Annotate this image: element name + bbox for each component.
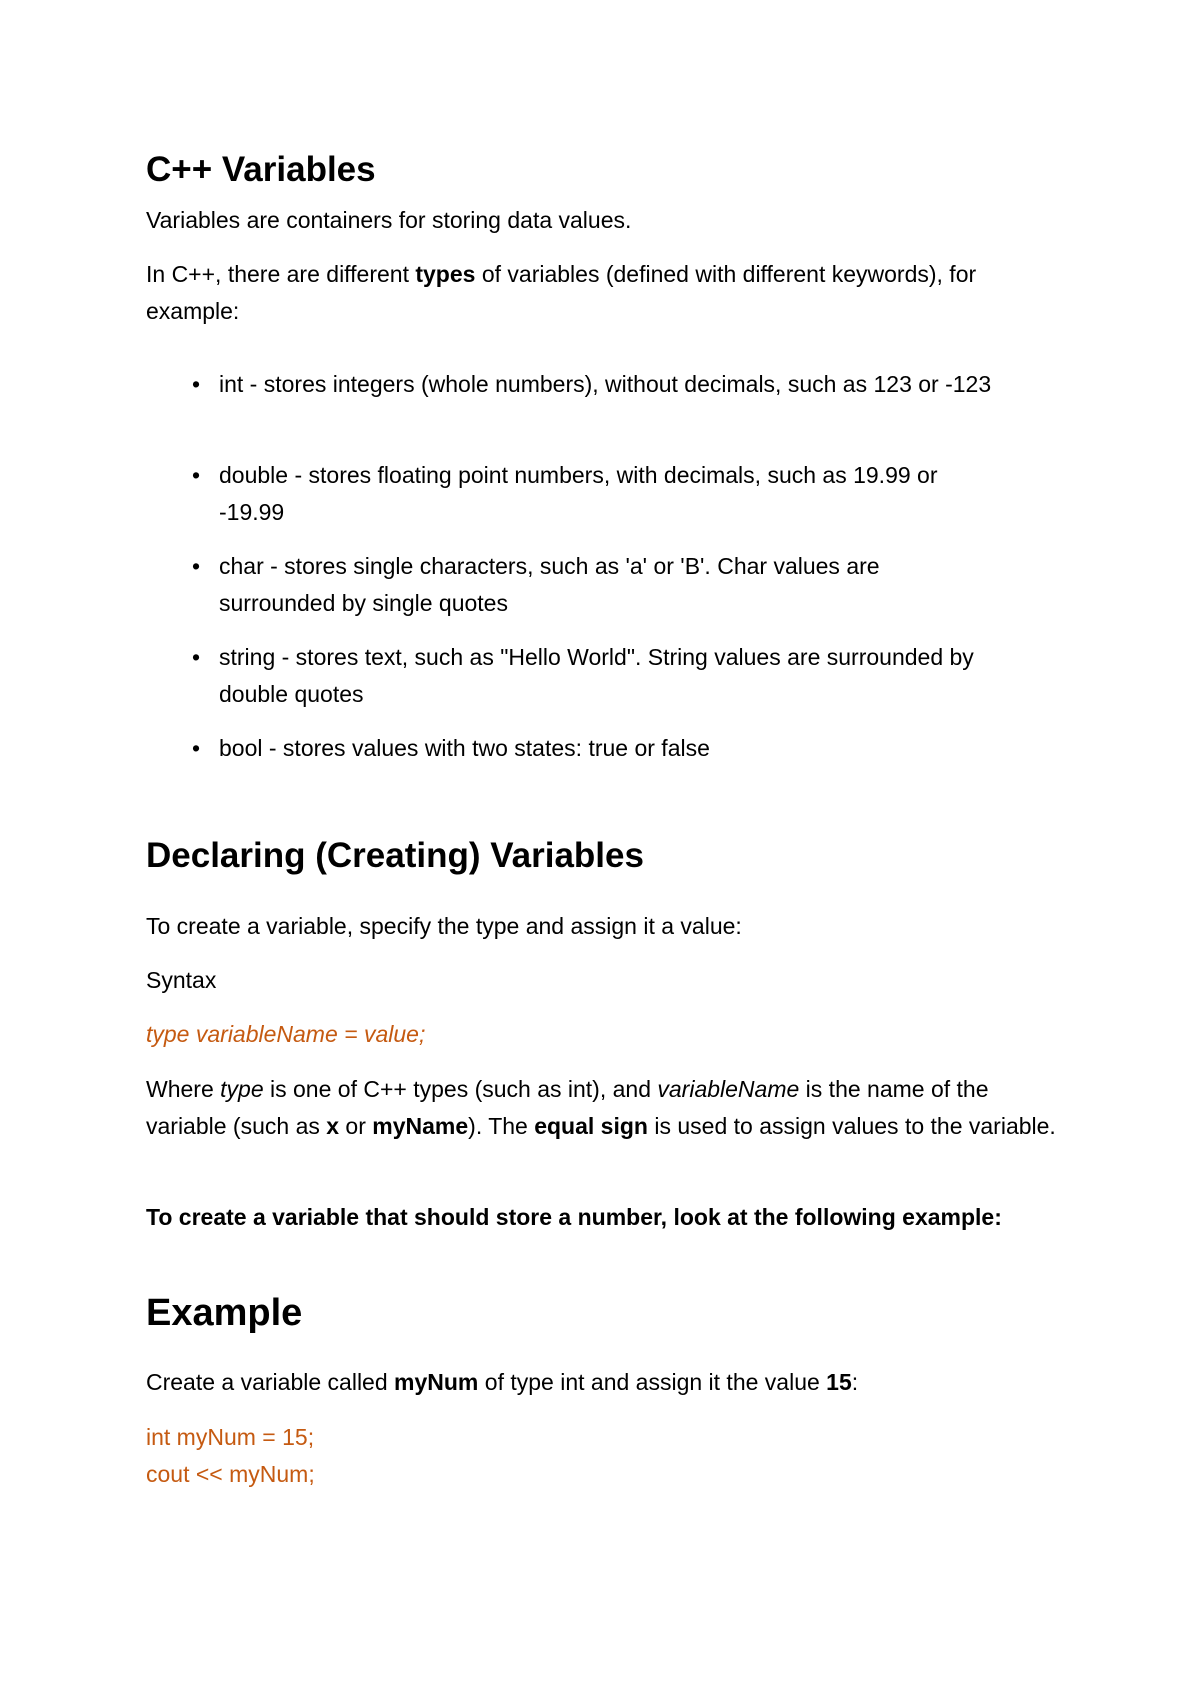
example-intro-paragraph: Create a variable called myNum of type int and assign it the value 15: <box>146 1369 859 1395</box>
syntax-label: Syntax <box>146 967 217 993</box>
section-heading-example: Example <box>146 1292 303 1334</box>
section-heading-declaring-variables: Declaring (Creating) Variables <box>146 836 644 875</box>
declare-intro-paragraph: To create a variable, specify the type and assign it a value: <box>146 913 742 939</box>
list-item-text: string - stores text, such as "Hello World". String values are surrounded by double quotes <box>219 644 974 707</box>
where-paragraph: Where type is one of C++ types (such as int), and variableName is the name of the variable (such as x or myName). The equal sign is used to assign values to the variable. <box>146 1076 1056 1139</box>
intro-paragraph: Variables are containers for storing data values. <box>146 207 632 233</box>
section-heading-cpp-variables: C++ Variables <box>146 150 376 189</box>
types-paragraph <box>146 256 1066 330</box>
bullet-icon: • <box>191 735 201 761</box>
bullet-icon: • <box>191 553 201 579</box>
list-item-text: double - stores floating point numbers, with decimals, such as 19.99 or -19.99 <box>219 462 938 525</box>
list-item-text: int - stores integers (whole numbers), without decimals, such as 123 or -123 <box>219 371 992 397</box>
types-text-before: In C++, there are different <box>146 261 416 287</box>
code-line: cout << myNum; <box>146 1461 315 1487</box>
code-line: int myNum = 15; <box>146 1424 315 1450</box>
list-item-text: char - stores single characters, such as 'a' or 'B'. Char values are surrounded by single quotes <box>219 553 880 616</box>
types-keyword: types <box>415 261 476 287</box>
bold-note-paragraph: To create a variable that should store a number, look at the following example: <box>146 1204 1002 1230</box>
types-text-after: of variables (defined with different keywords), for example: <box>146 261 977 324</box>
bullet-icon: • <box>191 644 201 670</box>
syntax-code: type variableName = value; <box>146 1021 426 1047</box>
bullet-icon: • <box>191 462 201 488</box>
list-item-text: bool - stores values with two states: true or false <box>219 735 710 761</box>
bullet-icon: • <box>191 371 201 397</box>
